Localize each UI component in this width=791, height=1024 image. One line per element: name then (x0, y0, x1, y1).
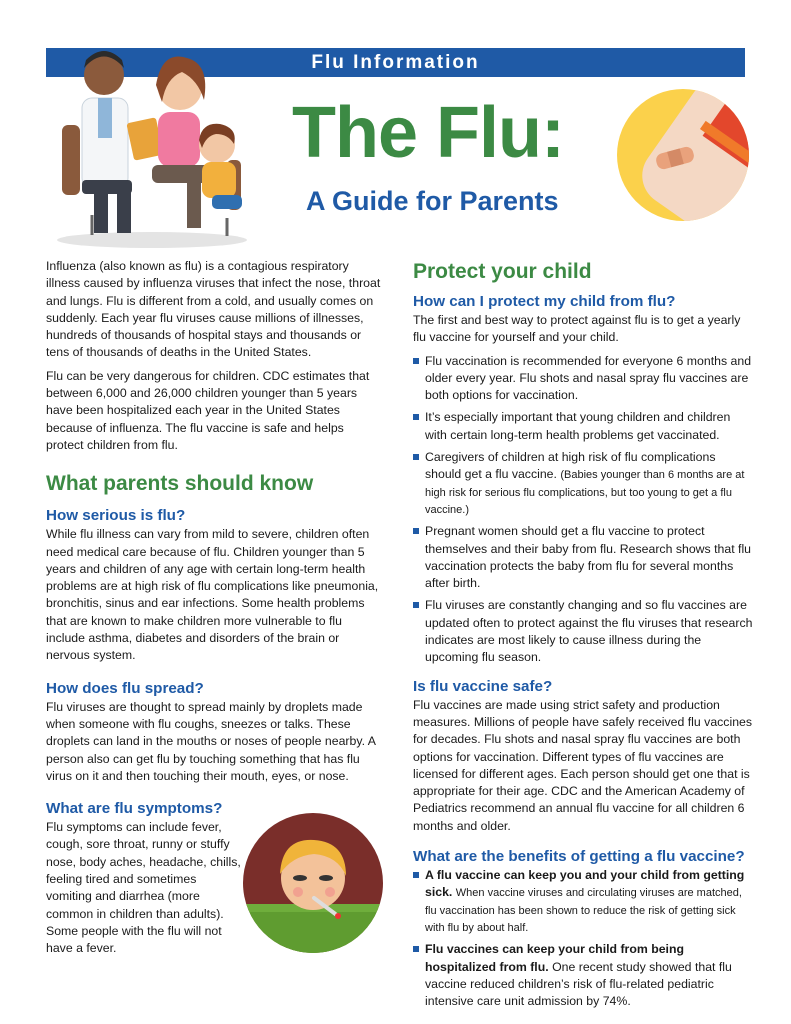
caregiver-note: (Babies younger than 6 months are at high risk for serious flu complications, but too young to get a flu vaccine.) (425, 469, 745, 516)
heading-how-serious: How serious is flu? (46, 507, 186, 525)
page-subtitle: A Guide for Parents (306, 186, 559, 216)
heading-how-protect: How can I protect my child from flu? (413, 293, 676, 310)
intro-paragraph: Influenza (also known as flu) is a contagious respiratory illness caused by influenza viruses that infect the nose, throat and lungs. Flu is different from a cold, and usually comes on suddenly. Each year flu viruses cause millions of illnesses, hundreds of thousands of hospital stays and thousands or tens of thousands of deaths in the United States. (46, 259, 381, 360)
bandage-icon (616, 88, 750, 222)
benefit-bold: Flu vaccines can keep your child from being hospitalized from flu. (425, 942, 684, 974)
list-item (413, 867, 753, 936)
header-banner: Flu Information (46, 48, 745, 77)
doctor-family-icon (52, 40, 267, 250)
section-title-protect: Protect your child (413, 260, 592, 283)
benefit-text: One recent study showed that flu vaccine reduced children’s risk of flu-related pediatric intensive care unit admission by 74%. (425, 959, 732, 1009)
heading-vaccine-safe: Is flu vaccine safe? (413, 677, 553, 695)
spread-paragraph: Flu viruses are thought to spread mainly by droplets made when someone with flu coughs, sneezes or talks. These droplets can land in the mouths or noses of people nearby. A person also can get flu by touching something that has flu virus on it and then touching their mouth, eyes, or nose. (46, 699, 376, 783)
protect-bullet-list (413, 353, 753, 667)
protect-paragraph: The first and best way to protect against flu is to get a yearly flu vaccine for yourself and your child. (413, 313, 741, 345)
list-item: Flu vaccination is recommended for everyone 6 months and older every year. Flu shots and nasal spray flu vaccines are both options for vaccination. (413, 353, 753, 405)
list-item (413, 449, 753, 518)
list-item: Pregnant women should get a flu vaccine to protect themselves and their baby from flu. Research shows that flu vaccination protects the baby from flu for several months after birth. (413, 523, 753, 592)
caregiver-text: Caregivers of children at high risk of flu complications should get a flu vaccine. (425, 450, 716, 482)
safe-paragraph: Flu vaccines are made using strict safety and production measures. Millions of people have safely received flu vaccines for decades. Flu shots and nasal spray flu vaccines are both options for vaccination. Different types of flu vaccines are licensed for different ages. Each person should get one that is appropriate for their age. CDC and the American Academy of Pediatrics recommend an annual flu vaccine for all children 6 months and older. (413, 697, 753, 833)
list-item (413, 941, 753, 1010)
heading-how-spread: How does flu spread? (46, 679, 204, 697)
heading-benefits: What are the benefits of getting a flu vaccine? (413, 848, 745, 866)
sick-child-icon (242, 812, 384, 954)
benefits-bullet-list (413, 867, 753, 1010)
right-column (413, 258, 753, 1015)
symptoms-paragraph: Flu symptoms can include fever, cough, sore throat, runny or stuffy nose, body aches, headache, chills, feeling tired and sometimes vomiting and diarrhea (more common in children than adults). Some people with the flu will not have a fever. (46, 820, 241, 956)
section-title-parents: What parents should know (46, 472, 314, 496)
benefit-bold: A flu vaccine can keep you and your child from getting sick. (425, 868, 745, 900)
page-title: The Flu: (292, 93, 564, 173)
benefit-text: When vaccine viruses and circulating viruses are matched, flu vaccination has been shown to reduce the risk of getting sick with flu by about half. (425, 887, 742, 934)
list-item: It’s especially important that young children and children with certain long-term health problems get vaccinated. (413, 409, 753, 444)
heading-symptoms: What are flu symptoms? (46, 800, 223, 818)
intro-paragraph-2: Flu can be very dangerous for children. CDC estimates that between 6,000 and 26,000 children younger than 5 years have been hospitalized each year in the United States because of influenza. The flu vaccine is safe and helps protect children from flu. (46, 368, 370, 452)
list-item: Flu viruses are constantly changing and so flu vaccines are updated often to protect against the flu viruses that research indicates are most likely to cause illness during the upcoming flu season. (413, 597, 753, 666)
serious-paragraph: While flu illness can vary from mild to severe, children often need medical care because of flu. Children younger than 5 years and children of any age with certain long-term health problems are at high risk of flu complications like pneumonia, bronchitis, sinus and ear infections. Some health problems that are known to make children more vulnerable to flu include asthma, diabetes and disorders of the brain or nervous system. (46, 527, 379, 663)
